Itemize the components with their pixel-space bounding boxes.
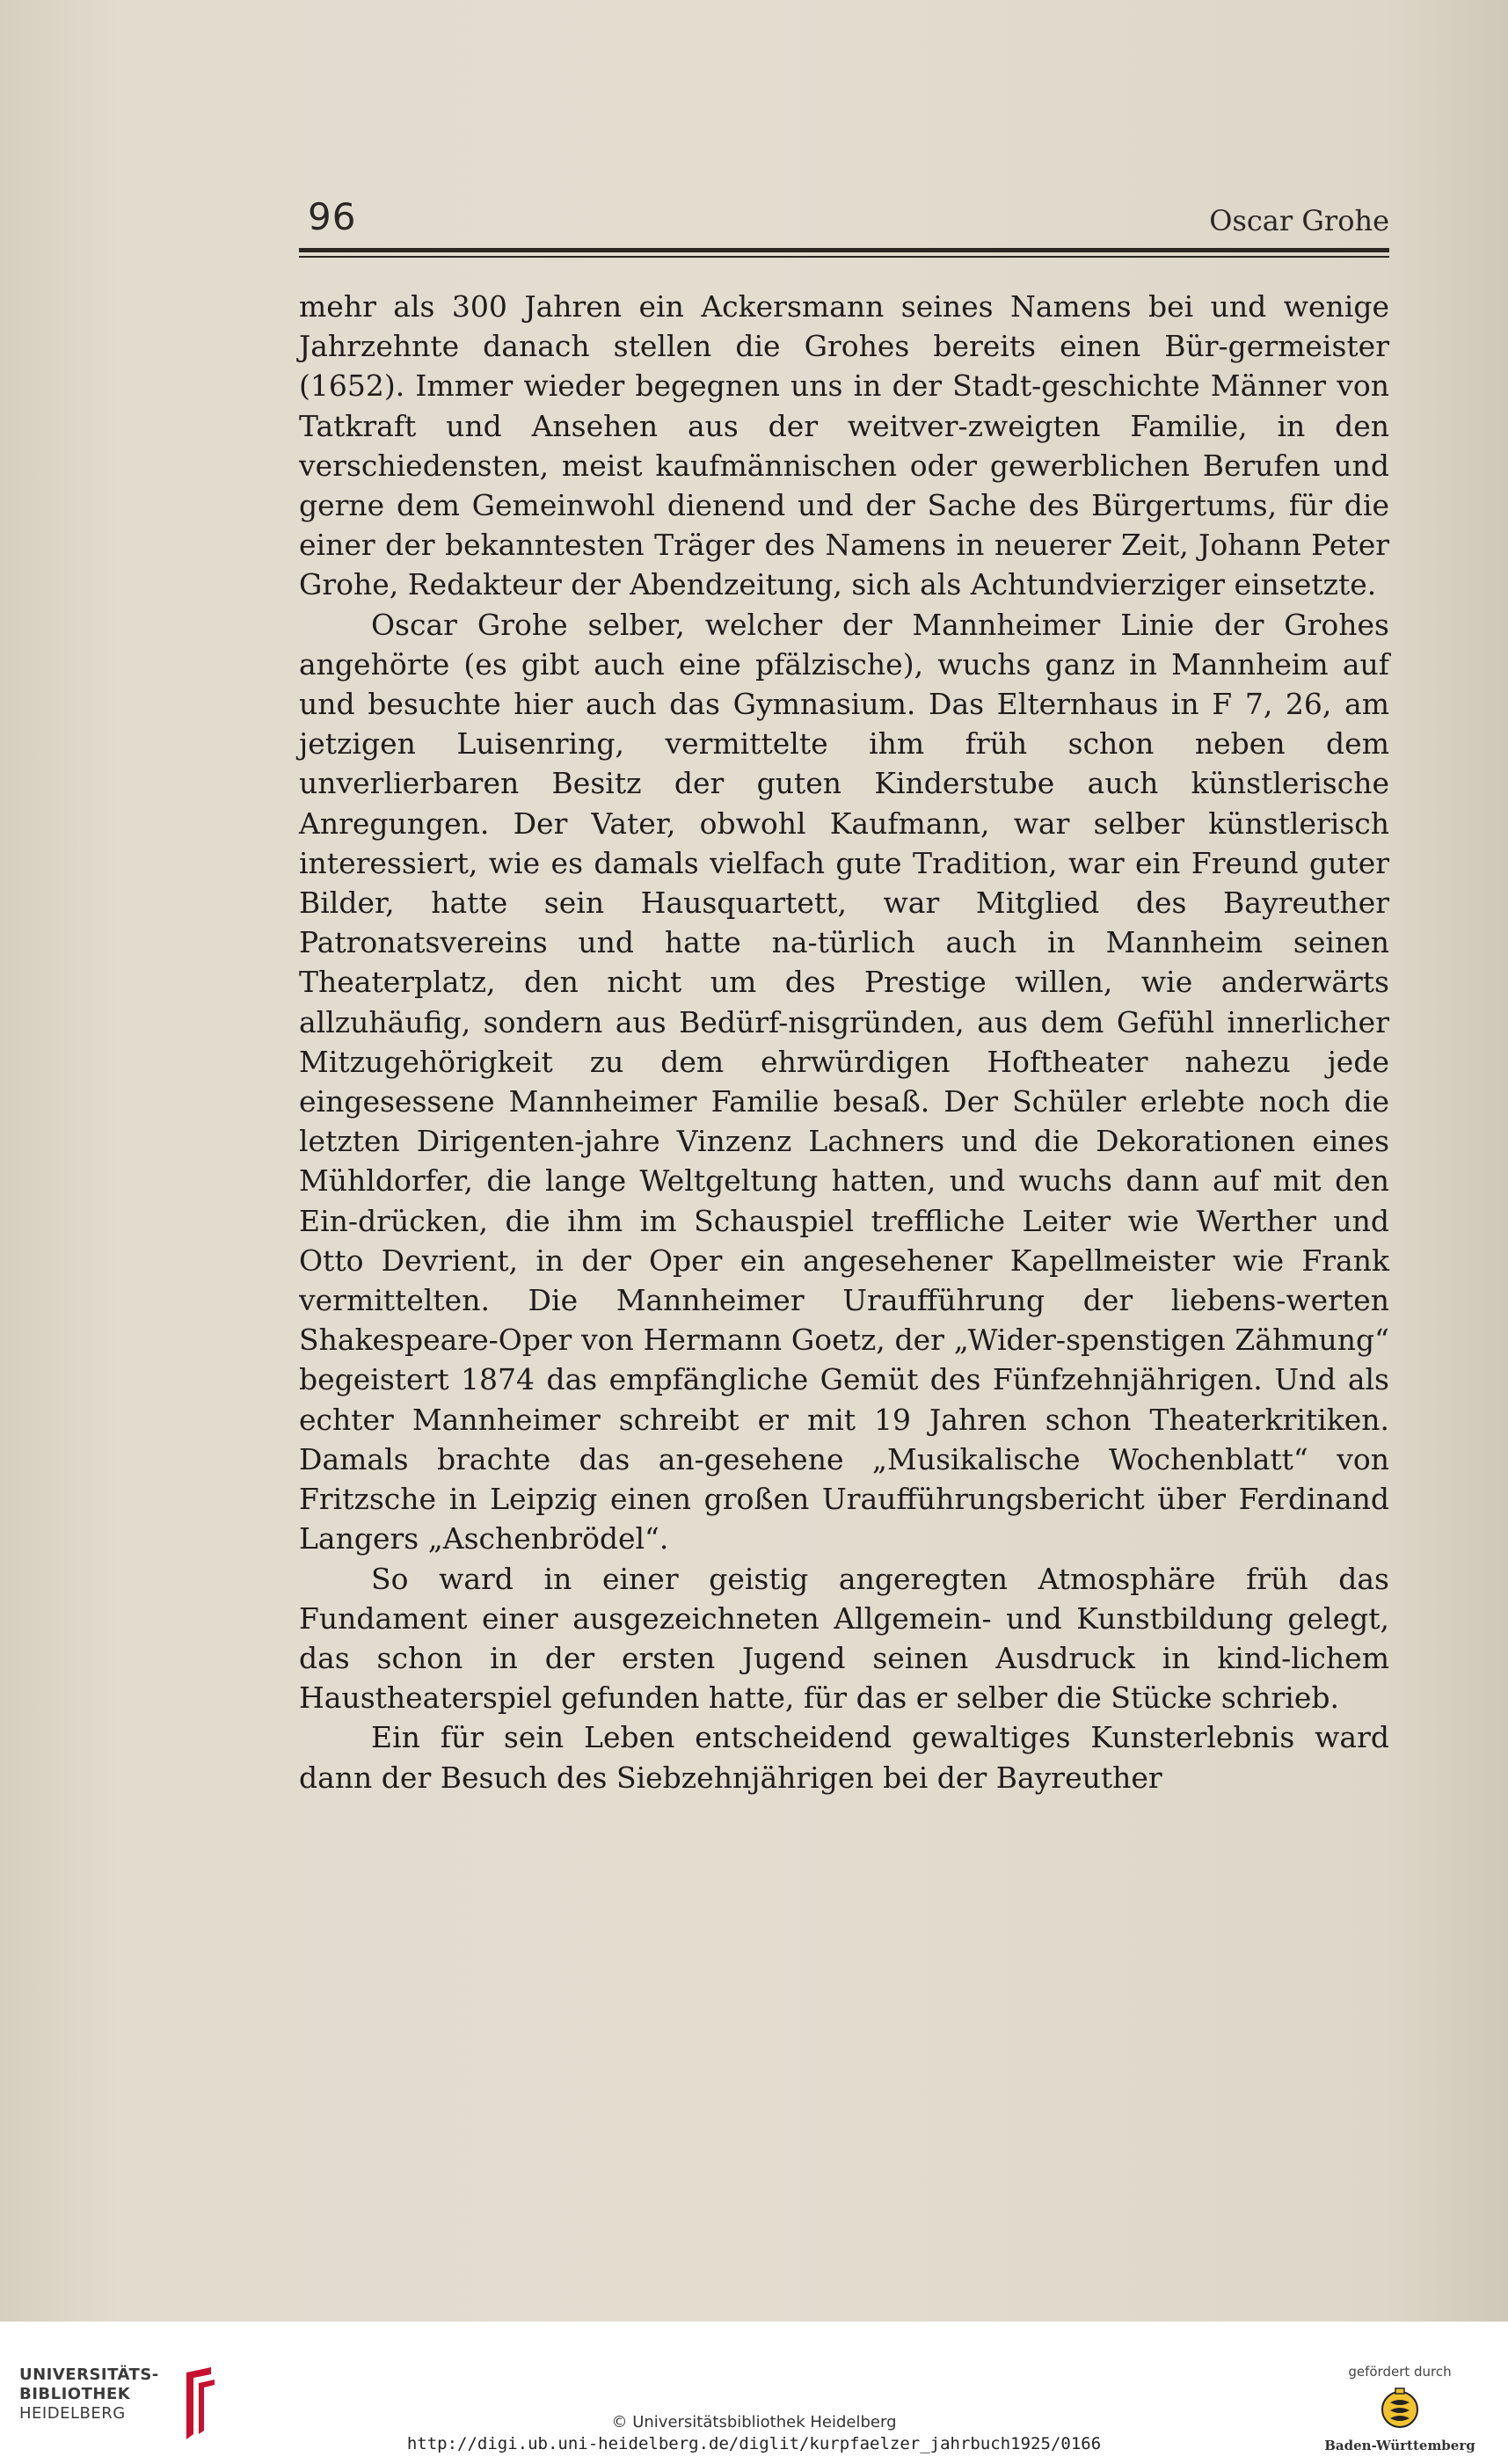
paragraph: mehr als 300 Jahren ein Ackersmann seines Namens bei und wenige Jahrzehnte danach stellen die Grohes bereits einen Bür-germeister (1652). Immer wieder begegnen uns in der Stadt-geschichte Männer von Tatkraft und Ansehen aus der weitver-zweigten Familie, in den verschiedensten, meist kaufmännischen oder gewerblichen Berufen und gerne dem Gemeinwohl dienend und der Sache des Bürgertums, für die einer der bekanntesten Träger des Namens in neuerer Zeit, Johann Peter Grohe, Redakteur der Abendzeitung, sich als Achtundvierziger einsetzte.: [299, 289, 1389, 602]
paragraph: So ward in einer geistig angeregten Atmosphäre früh das Fundament einer ausgezeichneten Allgemein- und Kunstbildung gelegt, das schon in der ersten Jugend seinen Ausdruck in kind-lichem Haustheaterspiel gefunden hatte, für das er selber die Stücke schrieb.: [299, 1561, 1389, 1716]
sponsor-label: gefördert durch: [1348, 2364, 1452, 2380]
viewer-footer: [0, 2322, 1508, 2464]
state-emblem-icon: [1378, 2387, 1422, 2431]
running-title: Oscar Grohe: [1209, 204, 1389, 237]
body-text: [299, 287, 1389, 1797]
running-head: [299, 195, 1389, 248]
library-name-line3: HEIDELBERG: [19, 2404, 126, 2423]
sponsor-name: Baden-Württemberg: [1324, 2438, 1475, 2453]
library-logo[interactable]: [19, 2366, 213, 2445]
sponsor-block[interactable]: [1316, 2364, 1483, 2453]
header-rule-thick: [299, 248, 1389, 252]
paragraph: Oscar Grohe selber, welcher der Mannheimer Linie der Grohes angehörte (es gibt auch eine pfälzische), wuchs ganz in Mannheim auf und besuchte hier auch das Gymnasium. Das Elternhaus in F 7, 26, am jetzigen Luisenring, vermittelte ihm früh schon neben dem unverlierbaren Besitz der guten Kinderstube auch künstlerische Anregungen. Der Vater, obwohl Kaufmann, war selber künstlerisch interessiert, wie es damals vielfach gute Tradition, war ein Freund guter Bilder, hatte sein Hausquartett, war Mitglied des Bayreuther Patronatsvereins und hatte na-türlich auch in Mannheim seinen Theaterplatz, den nicht um des Prestige willen, wie anderwärts allzuhäufig, sondern aus Bedürf-nisgründen, aus dem Gefühl innerlicher Mitzugehörigkeit zu dem ehrwürdigen Hoftheater nahezu jede eingesessene Mannheimer Familie besaß. Der Schüler erlebte noch die letzten Dirigenten-jahre Vinzenz Lachners und die Dekorationen eines Mühldorfer, die lange Weltgeltung hatten, und wuchs dann auf mit den Ein-drücken, die ihm im Schauspiel treffliche Leiter wie Werther und Otto Devrient, in der Oper ein angesehener Kapellmeister wie Frank vermittelten. Die Mannheimer Uraufführung der liebens-werten Shakespeare-Oper von Hermann Goetz, der „Wider-spenstigen Zähmung“ begeistert 1874 das empfängliche Gemüt des Fünfzehnjährigen. Und als echter Mannheimer schreibt er mit 19 Jahren schon Theaterkritiken. Damals brachte das an-gesehene „Musikalische Wochenblatt“ von Fritzsche in Leipzig einen großen Uraufführungsbericht über Ferdinand Langers „Aschenbrödel“.: [299, 607, 1389, 1556]
copyright-notice: © Universitätsbibliothek Heidelberg: [611, 2413, 897, 2431]
permalink-url[interactable]: http://digi.ub.uni-heidelberg.de/diglit/kurpfaelzer_jahrbuch1925/0166: [406, 2434, 1102, 2453]
library-name-line2: BIBLIOTHEK: [19, 2385, 131, 2403]
header-rule-thin: [299, 256, 1389, 258]
library-name-line1: UNIVERSITÄTS-: [19, 2366, 159, 2384]
page-number: 96: [308, 195, 357, 238]
paragraph: Ein für sein Leben entscheidend gewaltiges Kunsterlebnis ward dann der Besuch des Siebzehnjährigen bei der Bayreuther: [299, 1720, 1389, 1795]
